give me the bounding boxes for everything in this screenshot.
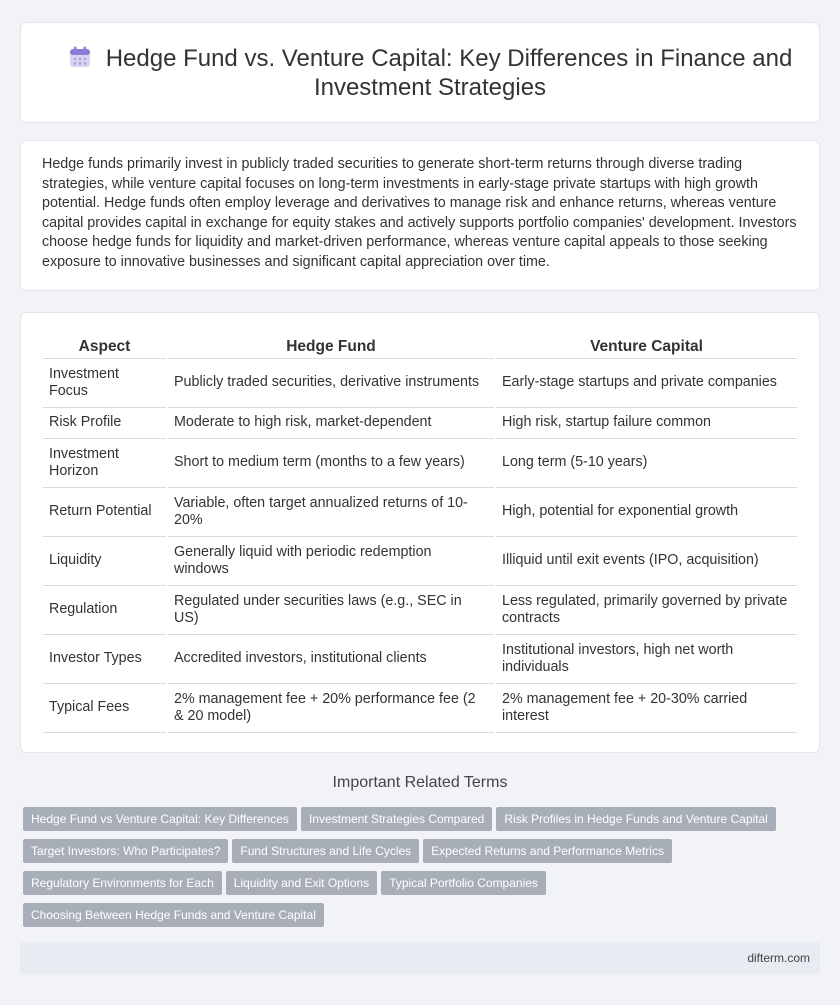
cell-hedge-fund: Accredited investors, institutional clients (168, 635, 494, 684)
intro-paragraph: Hedge funds primarily invest in publicly traded securities to generate short-term returns through diverse trading strategies, while venture capital focuses on long-term investments in early-stage private startups with high growth potential. Hedge funds often employ leverage and derivatives to manage risk and enhance returns, whereas venture capital provides capital in exchange for equity stakes and actively supports portfolio companies' development. Investors choose hedge funds for liquidity and market-driven performance, whereas venture capital appeals to those seeking exposure to innovative businesses and significant capital appreciation over time. (42, 156, 797, 270)
header-venture-capital: Venture Capital (496, 333, 797, 359)
cell-hedge-fund: Variable, often target annualized returns of 10-20% (168, 488, 494, 537)
cell-hedge-fund: Publicly traded securities, derivative instruments (168, 359, 494, 408)
related-tag[interactable]: Choosing Between Hedge Funds and Venture Capital (23, 903, 324, 927)
related-tag[interactable]: Target Investors: Who Participates? (23, 839, 228, 863)
cell-aspect: Return Potential (43, 488, 166, 537)
related-tag[interactable]: Typical Portfolio Companies (381, 871, 546, 895)
table-row (43, 439, 797, 488)
cell-aspect: Regulation (43, 586, 166, 635)
cell-aspect: Investment Horizon (43, 439, 166, 488)
cell-venture-capital: Long term (5-10 years) (496, 439, 797, 488)
page-title: Hedge Fund vs. Venture Capital: Key Differences in Finance and Investment Strategies (105, 45, 793, 101)
cell-hedge-fund: Generally liquid with periodic redemption windows (168, 537, 494, 586)
cell-aspect: Risk Profile (43, 408, 166, 439)
table-row (43, 488, 797, 537)
related-tag[interactable]: Investment Strategies Compared (301, 807, 492, 831)
calendar-icon (68, 45, 92, 69)
cell-venture-capital: 2% management fee + 20-30% carried interest (496, 684, 797, 733)
table-row (43, 684, 797, 733)
table-row (43, 586, 797, 635)
footer (20, 942, 820, 974)
cell-venture-capital: Institutional investors, high net worth individuals (496, 635, 797, 684)
related-tag[interactable]: Risk Profiles in Hedge Funds and Venture Capital (496, 807, 775, 831)
cell-venture-capital: Early-stage startups and private companies (496, 359, 797, 408)
cell-venture-capital: High risk, startup failure common (496, 408, 797, 439)
intro-card (20, 140, 820, 291)
related-tag[interactable]: Hedge Fund vs Venture Capital: Key Differences (23, 807, 297, 831)
header-hedge-fund: Hedge Fund (168, 333, 494, 359)
related-tag[interactable]: Regulatory Environments for Each (23, 871, 222, 895)
footer-site-link[interactable]: difterm.com (747, 951, 810, 965)
cell-venture-capital: Less regulated, primarily governed by private contracts (496, 586, 797, 635)
header-card (20, 22, 820, 123)
related-terms-tags (23, 807, 803, 935)
related-tag[interactable]: Fund Structures and Life Cycles (232, 839, 419, 863)
table-row (43, 635, 797, 684)
comparison-table (41, 333, 799, 733)
table-row (43, 537, 797, 586)
cell-venture-capital: High, potential for exponential growth (496, 488, 797, 537)
table-row (43, 359, 797, 408)
cell-aspect: Investment Focus (43, 359, 166, 408)
cell-aspect: Liquidity (43, 537, 166, 586)
cell-aspect: Typical Fees (43, 684, 166, 733)
cell-hedge-fund: Moderate to high risk, market-dependent (168, 408, 494, 439)
related-tag[interactable]: Expected Returns and Performance Metrics (423, 839, 672, 863)
table-row (43, 408, 797, 439)
related-terms-title: Important Related Terms (332, 774, 508, 791)
related-tag[interactable]: Liquidity and Exit Options (226, 871, 377, 895)
header-title-block (61, 44, 799, 102)
header-aspect: Aspect (43, 333, 166, 359)
cell-aspect: Investor Types (43, 635, 166, 684)
cell-venture-capital: Illiquid until exit events (IPO, acquisition) (496, 537, 797, 586)
comparison-card (20, 312, 820, 753)
table-header-row (43, 333, 797, 359)
cell-hedge-fund: Short to medium term (months to a few years) (168, 439, 494, 488)
cell-hedge-fund: Regulated under securities laws (e.g., SEC in US) (168, 586, 494, 635)
cell-hedge-fund: 2% management fee + 20% performance fee (2 & 20 model) (168, 684, 494, 733)
